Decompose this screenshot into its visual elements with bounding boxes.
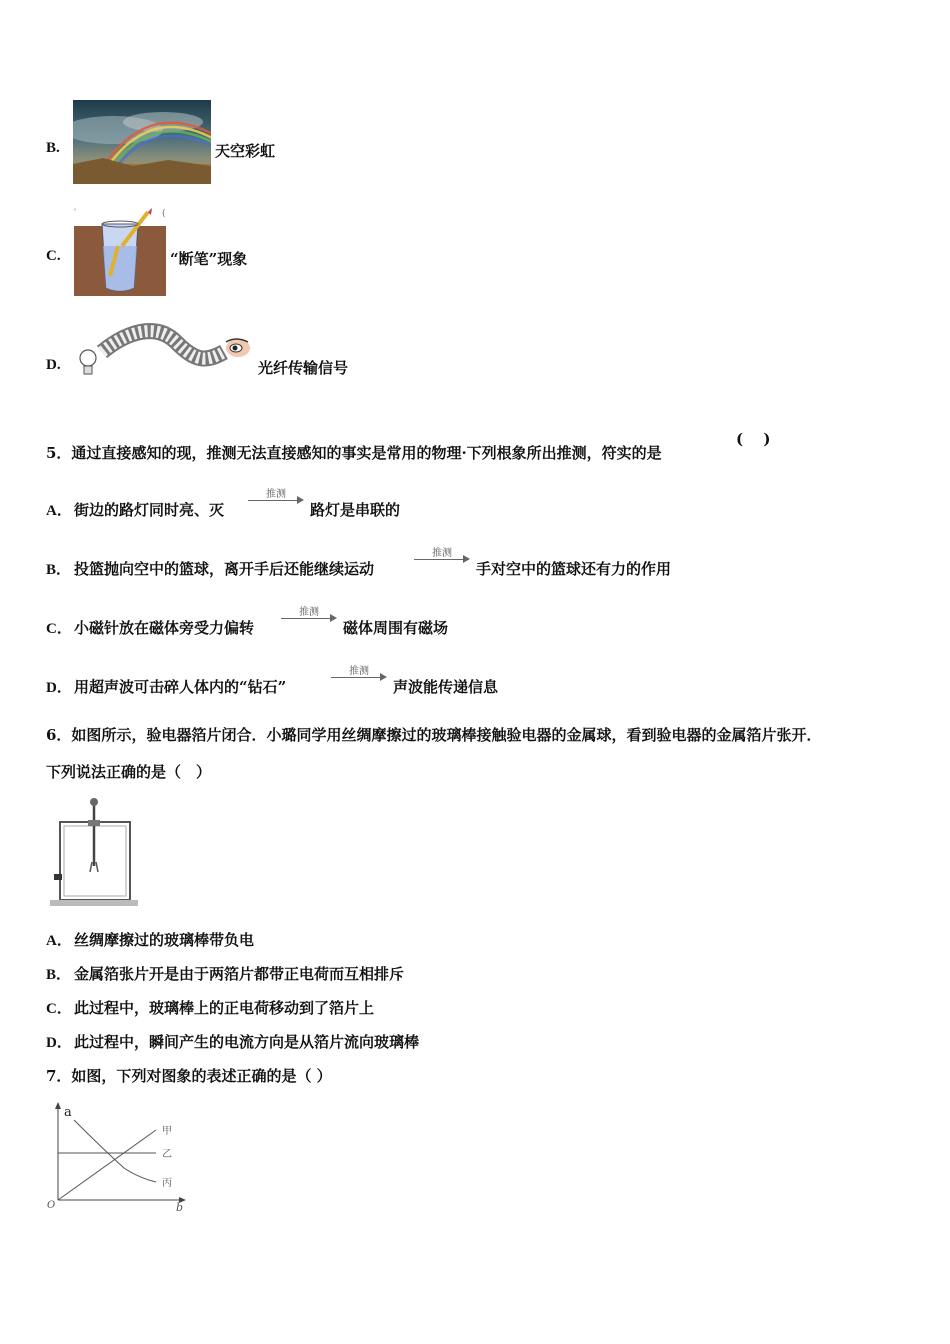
- svg-text:': ': [74, 208, 76, 216]
- q6-stem-line1: 6．如图所示，验电器箔片闭合．小璐同学用丝绸摩擦过的玻璃棒接触验电器的金属球，看到验电器的金属箔片张开．: [46, 726, 822, 744]
- series-label-yi: 乙: [162, 1149, 172, 1160]
- q4-option-c-text: “断笔”现象: [170, 250, 248, 268]
- q7-stem: 7．如图，下列对图象的表述正确的是（ ）: [46, 1067, 332, 1085]
- q5-option-b-left: 投篮抛向空中的篮球，离开手后还能继续运动: [74, 560, 375, 578]
- q5-stem: 5．通过直接感知的现，推测无法直接感知的事实是常用的物理·下列根象所出推测，符实的是: [46, 444, 662, 462]
- q6-option-c-label: C．: [46, 1001, 72, 1017]
- q4-option-d-label: D.: [46, 357, 61, 373]
- q6-option-b-text: 金属箔张片开是由于两箔片都带正电荷而互相排斥: [74, 965, 405, 983]
- q6-option-d-text: 此过程中，瞬间产生的电流方向是从箔片流向玻璃棒: [74, 1033, 420, 1051]
- q5-option-c-left: 小磁针放在磁体旁受力偏转: [74, 619, 255, 637]
- q5-option-d-right: 声波能传递信息: [393, 678, 499, 696]
- optical-fiber-image: [76, 322, 256, 382]
- rainbow-image: [73, 100, 211, 184]
- q4-option-c-label: C.: [46, 248, 61, 264]
- arrow-label: 推测: [349, 666, 369, 677]
- broken-pencil-image: [72, 206, 168, 298]
- q6-option-c-text: 此过程中，玻璃棒上的正电荷移动到了箔片上: [74, 999, 375, 1017]
- q6-option-a-text: 丝绸摩擦过的玻璃棒带负电: [74, 931, 255, 949]
- q5-option-a-right: 路灯是串联的: [310, 501, 401, 519]
- q5-option-d-label: D．: [46, 680, 72, 696]
- arrow-label: 推测: [432, 548, 452, 559]
- q6-option-d-label: D．: [46, 1035, 72, 1051]
- arrow-label: 推测: [266, 489, 286, 500]
- svg-text:(: (: [162, 209, 166, 219]
- q5-option-a-left: 街边的路灯同时亮、灭: [74, 501, 225, 519]
- q5-option-c-right: 磁体周围有磁场: [343, 619, 449, 637]
- electroscope-image: [50, 796, 138, 908]
- q4-option-b-text: 天空彩虹: [215, 142, 276, 160]
- q5-option-d-left: 用超声波可击碎人体内的“钻石”: [74, 678, 287, 696]
- q5-answer-paren: ( ): [736, 430, 771, 448]
- series-label-bing: 丙: [162, 1178, 172, 1189]
- x-axis-label: b: [176, 1201, 184, 1214]
- series-label-jia: 甲: [162, 1126, 172, 1137]
- y-axis-label: a: [64, 1105, 72, 1120]
- arrow-label: 推测: [299, 607, 319, 618]
- q7-graph: [44, 1100, 194, 1216]
- q6-option-a-label: A．: [46, 933, 72, 949]
- q4-option-d-text: 光纤传输信号: [258, 359, 349, 377]
- q5-option-b-label: B．: [46, 562, 72, 578]
- q5-option-b-right: 手对空中的篮球还有力的作用: [476, 560, 672, 578]
- q5-option-a-label: A．: [46, 503, 72, 519]
- q4-option-b-label: B.: [46, 140, 60, 156]
- origin-label: O: [47, 1200, 56, 1211]
- q5-option-c-label: C．: [46, 621, 72, 637]
- q6-stem-line2: 下列说法正确的是（ ）: [46, 763, 212, 781]
- q6-option-b-label: B．: [46, 967, 72, 983]
